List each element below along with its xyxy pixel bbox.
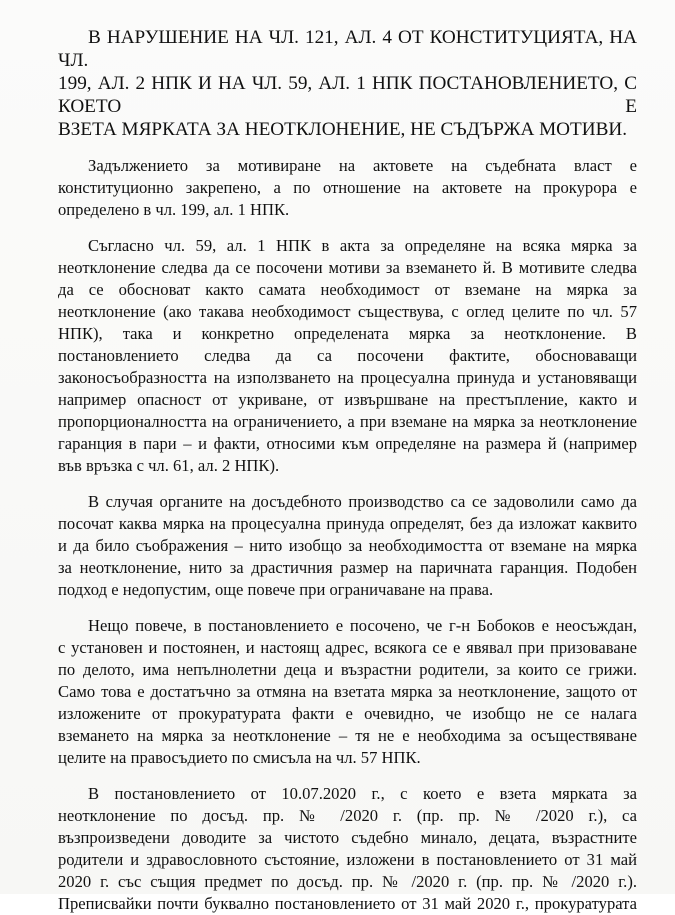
paragraph-line: да се обосноват както самата необходимост от вземане на мярка за [58,280,637,299]
heading-line: ВЗЕТА МЯРКАТА ЗА НЕОТКЛОНЕНИЕ, НЕ СЪДЪРЖА МОТИВИ. [58,119,628,140]
paragraph-line: възпроизведени доводите за чистото съдебно минало, децата, възрастните [58,828,637,847]
paragraph-line: В случая органите на досъдебното производство са се задоволили само да [88,492,637,511]
paragraph-line: законосъобразността на използването на процесуална принуда и установяващи [58,368,637,387]
paragraph-line: конституционно закрепено, а по отношение на актовете на прокурора е [58,178,637,197]
paragraph-line: във връзка с чл. 61, ал. 2 НПК). [58,456,280,475]
paragraph-line: Съгласно чл. 59, ал. 1 НПК в акта за определяне на всяка мярка за [88,236,637,255]
paragraph-line: Преписвайки почти буквално постановлението от 31 май 2020 г., прокуратурата [58,894,637,913]
section-heading [58,26,637,141]
paragraph-5 [58,783,637,915]
paragraph-line: В постановлението от 10.07.2020 г., с което е взета мярката за [88,784,637,803]
paragraph-line: постановлението следва да са посочени фактите, обосноваващи [58,346,637,365]
paragraph-1 [58,155,637,221]
paragraph-line: неотклонение следва да се посочени мотиви за вземането й. В мотивите следва [58,258,637,277]
paragraph-line: Нещо повече, в постановлението е посочено, че г-н Бобоков е неосъждан, [88,616,637,635]
paragraph-line: и да било съображения – нито изобщо за необходимостта от вземане на мярка [58,536,637,555]
paragraph-4 [58,615,637,769]
paragraph-line: целите на правосъдието по смисъла на чл. 57 НПК. [58,748,421,767]
paragraph-line: вземането на мярка за неотклонение – тя не е необходима за осъществяване [58,726,637,745]
paragraph-line: 2020 г. със същия предмет по досъд. пр. № /2020 г. (пр. пр. № /2020 г.). [58,872,637,891]
paragraph-line: изложените от прокуратурата факти е очевидно, че изобщо не се налага [58,704,637,723]
paragraph-line: пропорционалността на ограничението, а при вземане на мярка за неотклонение [58,412,637,431]
paragraph-line: НПК), така и конкретно определената мярка за неотклонение. В [58,324,637,343]
paragraph-2 [58,235,637,477]
paragraph-line: по делото, има непълнолетни деца и възрастни родители, за които се грижи. [58,660,637,679]
paragraph-line: неотклонение (ако такава необходимост съществува, с оглед целите по чл. 57 [58,302,637,321]
paragraph-line: посочат каква мярка на процесуална принуда определят, без да изложат каквито [58,514,637,533]
paragraph-3 [58,491,637,601]
paragraph-line: неотклонение по досъд. пр. № /2020 г. (пр. пр. № /2020 г.), са [58,806,637,825]
paragraph-line: с установен и постоянен, и настоящ адрес, всякога се е явявал при призоваване [58,638,637,657]
paragraph-line: гаранция в пари – и факти, относими към определяне на размера й (например [58,434,637,453]
paragraph-line: Задължението за мотивиране на актовете на съдебната власт е [88,156,637,175]
heading-line: В НАРУШЕНИЕ НА ЧЛ. 121, АЛ. 4 ОТ КОНСТИТУЦИЯТА, НА ЧЛ. [58,27,637,71]
paragraph-line: за неотклонение, нито за драстичния размер на паричната гаранция. Подобен [58,558,637,577]
heading-line: 199, АЛ. 2 НПК И НА ЧЛ. 59, АЛ. 1 НПК ПОСТАНОВЛЕНИЕТО, С КОЕТО Е [58,73,637,117]
paragraph-line: Само това е достатъчно за отмяна на взетата мярка за неотклонение, защото от [58,682,637,701]
paragraph-line: подход е недопустим, още повече при ограничаване на права. [58,580,494,599]
paragraph-line: например опасност от укриване, от извършване на престъпление, както и [58,390,637,409]
paragraph-line: родители и здравословното състояние, изложени в постановлението от 31 май [58,850,637,869]
paragraph-line: определено в чл. 199, ал. 1 НПК. [58,200,290,219]
